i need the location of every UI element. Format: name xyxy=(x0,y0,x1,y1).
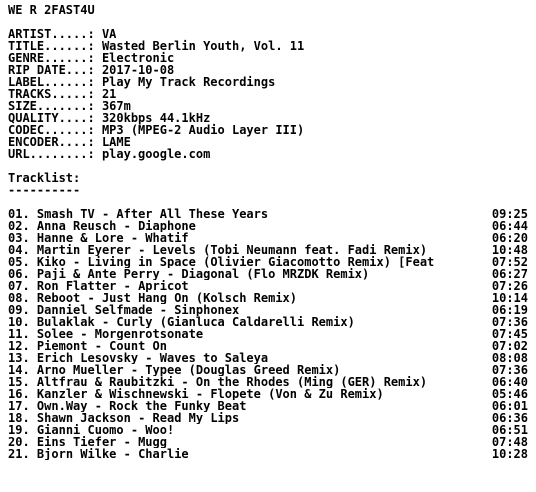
track-row xyxy=(8,352,528,364)
separator xyxy=(30,316,37,328)
separator xyxy=(30,208,37,220)
info-field-value: Electronic xyxy=(101,51,175,65)
track-title: Bulaklak - Curly (Gianluca Caldarelli Remix) xyxy=(36,316,355,328)
track-row xyxy=(8,292,528,304)
track-number: 06. xyxy=(8,268,30,280)
track-text xyxy=(8,292,484,304)
track-row xyxy=(8,280,528,292)
tracklist-rule: ---------- xyxy=(8,184,81,196)
separator xyxy=(30,388,37,400)
track-duration: 10:14 xyxy=(491,291,528,305)
info-field-value: VA xyxy=(101,27,117,41)
track-duration: 07:36 xyxy=(491,363,528,377)
track-duration: 07:26 xyxy=(491,279,528,293)
info-field-label: ENCODER....: xyxy=(8,135,95,149)
track-title: Martin Eyerer - Levels (Tobi Neumann feat. Fadi Remix) xyxy=(36,244,428,256)
track-text xyxy=(8,256,484,268)
separator xyxy=(30,436,37,448)
separator xyxy=(30,280,37,292)
track-text xyxy=(8,304,484,316)
info-field xyxy=(8,148,528,160)
info-field-label: SIZE.......: xyxy=(8,99,95,113)
info-field-label: RIP DATE...: xyxy=(8,63,95,77)
track-row xyxy=(8,436,528,448)
track-row xyxy=(8,220,528,232)
track-title: Bjorn Wilke - Charlie xyxy=(36,448,189,460)
track-duration: 07:52 xyxy=(491,255,528,269)
track-duration: 08:08 xyxy=(491,351,528,365)
track-row xyxy=(8,448,528,460)
track-title: Eins Tiefer - Mugg xyxy=(36,436,167,448)
separator xyxy=(30,232,37,244)
track-row xyxy=(8,304,528,316)
track-duration: 10:28 xyxy=(491,447,528,461)
track-text xyxy=(8,424,484,436)
info-field-value: play.google.com xyxy=(101,147,211,161)
info-field-value: 21 xyxy=(101,87,117,101)
track-title: Arno Mueller - Typee (Douglas Greed Remix) xyxy=(36,364,341,376)
track-number: 19. xyxy=(8,424,30,436)
track-text xyxy=(8,352,484,364)
track-title: Solee - Morgenrotsonate xyxy=(36,328,204,340)
track-duration: 05:46 xyxy=(491,387,528,401)
track-text xyxy=(8,376,484,388)
info-field-label: QUALITY....: xyxy=(8,111,95,125)
separator xyxy=(95,148,102,160)
track-text xyxy=(8,220,484,232)
track-text xyxy=(8,244,484,256)
separator xyxy=(30,412,37,424)
track-title: Altfrau & Raubitzki - On the Rhodes (Ming (GER) Remix) xyxy=(36,376,428,388)
track-row xyxy=(8,412,528,424)
track-number: 21. xyxy=(8,448,30,460)
info-field-label: URL........: xyxy=(8,147,95,161)
separator xyxy=(30,424,37,436)
info-field-value: 320kbps 44.1kHz xyxy=(101,111,211,125)
separator xyxy=(30,304,37,316)
track-number: 04. xyxy=(8,244,30,256)
track-text xyxy=(8,316,484,328)
track-duration: 06:20 xyxy=(491,231,528,245)
info-field-value: LAME xyxy=(101,135,131,149)
separator xyxy=(30,352,37,364)
track-title: Reboot - Just Hang On (Kolsch Remix) xyxy=(36,292,298,304)
track-title: Smash TV - After All These Years xyxy=(36,208,269,220)
track-title: Own.Way - Rock the Funky Beat xyxy=(36,400,247,412)
info-field-value: MP3 (MPEG-2 Audio Layer III) xyxy=(101,123,305,137)
track-duration: 06:27 xyxy=(491,267,528,281)
track-number: 16. xyxy=(8,388,30,400)
tracklist xyxy=(8,208,528,460)
track-row xyxy=(8,364,528,376)
separator xyxy=(30,376,37,388)
spacer xyxy=(8,160,528,172)
track-text xyxy=(8,364,484,376)
info-field-label: CODEC......: xyxy=(8,123,95,137)
track-number: 03. xyxy=(8,232,30,244)
track-duration: 07:48 xyxy=(491,435,528,449)
track-duration: 06:01 xyxy=(491,399,528,413)
track-number: 02. xyxy=(8,220,30,232)
separator xyxy=(30,292,37,304)
track-text xyxy=(8,412,484,424)
track-duration: 06:40 xyxy=(491,375,528,389)
track-text xyxy=(8,388,484,400)
info-field-label: TRACKS.....: xyxy=(8,87,95,101)
track-number: 17. xyxy=(8,400,30,412)
track-text xyxy=(8,340,484,352)
track-title: Anna Reusch - Diaphone xyxy=(36,220,196,232)
separator xyxy=(30,256,37,268)
track-title: Ron Flatter - Apricot xyxy=(36,280,189,292)
track-row xyxy=(8,316,528,328)
track-title: Erich Lesovsky - Waves to Saleya xyxy=(36,352,269,364)
track-title: Kanzler & Wischnewski - Flopete (Von & Zu Remix) xyxy=(36,388,384,400)
track-duration: 10:48 xyxy=(491,243,528,257)
track-title: Hanne & Lore - Whatif xyxy=(36,232,189,244)
track-text xyxy=(8,400,484,412)
track-duration: 06:36 xyxy=(491,411,528,425)
track-duration: 07:02 xyxy=(491,339,528,353)
separator xyxy=(30,268,37,280)
track-number: 07. xyxy=(8,280,30,292)
tracklist-heading: Tracklist: xyxy=(8,172,81,184)
release-header: WE R 2FAST4U xyxy=(8,4,95,16)
info-field-value: Play My Track Recordings xyxy=(101,75,276,89)
separator xyxy=(30,364,37,376)
track-text xyxy=(8,232,484,244)
track-title: Piemont - Count On xyxy=(36,340,167,352)
track-number: 14. xyxy=(8,364,30,376)
nfo-document xyxy=(8,4,528,460)
track-number: 15. xyxy=(8,376,30,388)
track-number: 12. xyxy=(8,340,30,352)
track-row xyxy=(8,256,528,268)
track-number: 20. xyxy=(8,436,30,448)
track-duration: 09:25 xyxy=(491,207,528,221)
track-row xyxy=(8,232,528,244)
track-text xyxy=(8,208,484,220)
track-row xyxy=(8,268,528,280)
track-text xyxy=(8,268,484,280)
track-row xyxy=(8,340,528,352)
track-row xyxy=(8,388,528,400)
track-title: Shawn Jackson - Read My Lips xyxy=(36,412,240,424)
track-title: Gianni Cuomo - Woo! xyxy=(36,424,175,436)
track-row xyxy=(8,328,528,340)
track-duration: 06:19 xyxy=(491,303,528,317)
separator xyxy=(30,244,37,256)
info-field-value: Wasted Berlin Youth, Vol. 11 xyxy=(101,39,305,53)
separator xyxy=(30,328,37,340)
track-number: 01. xyxy=(8,208,30,220)
track-number: 13. xyxy=(8,352,30,364)
separator xyxy=(30,448,37,460)
info-field-label: LABEL......: xyxy=(8,75,95,89)
track-row xyxy=(8,424,528,436)
info-field-value: 367m xyxy=(101,99,131,113)
track-text xyxy=(8,328,484,340)
separator xyxy=(30,400,37,412)
track-number: 10. xyxy=(8,316,30,328)
separator xyxy=(30,220,37,232)
separator xyxy=(30,340,37,352)
info-field-value: 2017-10-08 xyxy=(101,63,175,77)
track-title: Kiko - Living in Space (Olivier Giacomotto Remix) [Feat xyxy=(36,256,435,268)
info-field-label: GENRE......: xyxy=(8,51,95,65)
track-text xyxy=(8,436,484,448)
track-text xyxy=(8,280,484,292)
info-field-label: TITLE......: xyxy=(8,39,95,53)
spacer xyxy=(8,196,528,208)
track-duration: 06:44 xyxy=(491,219,528,233)
info-field-label: ARTIST.....: xyxy=(8,27,95,41)
track-number: 18. xyxy=(8,412,30,424)
track-row xyxy=(8,376,528,388)
track-row xyxy=(8,400,528,412)
track-row xyxy=(8,208,528,220)
release-info-block xyxy=(8,28,528,160)
track-number: 05. xyxy=(8,256,30,268)
track-number: 09. xyxy=(8,304,30,316)
track-row xyxy=(8,244,528,256)
track-duration: 06:51 xyxy=(491,423,528,437)
track-duration: 07:36 xyxy=(491,315,528,329)
track-duration: 07:45 xyxy=(491,327,528,341)
track-number: 08. xyxy=(8,292,30,304)
track-title: Danniel Selfmade - Sinphonex xyxy=(36,304,240,316)
track-text xyxy=(8,448,484,460)
track-title: Paji & Ante Perry - Diagonal (Flo MRZDK Remix) xyxy=(36,268,370,280)
track-number: 11. xyxy=(8,328,30,340)
